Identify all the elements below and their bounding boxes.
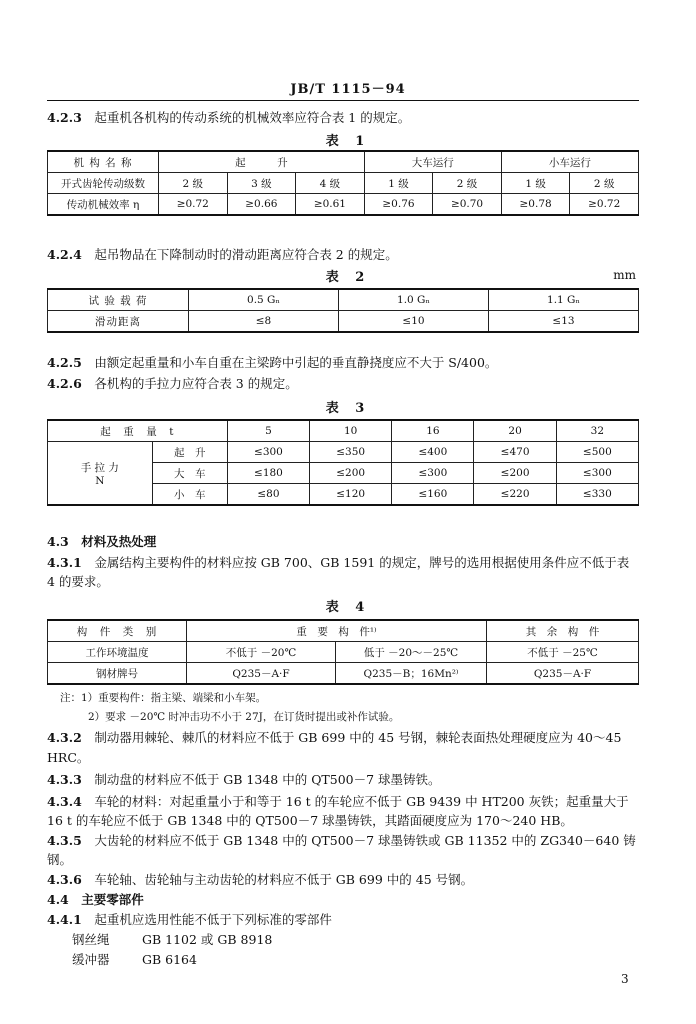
table2-row-label: 滑动距离	[48, 311, 189, 333]
section-title: 主要零部件	[81, 892, 144, 907]
table3-cell: ≤200	[310, 463, 392, 484]
table3-force-label-cell	[48, 442, 153, 506]
clause-4-2-4	[47, 247, 398, 263]
table3-cell: ≤350	[310, 442, 392, 463]
table2-cell: ≤10	[339, 311, 489, 333]
table1-header-trolley-travel: 小车运行	[501, 151, 638, 173]
clause-4-3-5	[47, 833, 636, 849]
section-4-3	[47, 534, 156, 550]
table3-cell: ≤330	[556, 484, 638, 506]
table3	[47, 419, 639, 506]
table2-caption: 表 2	[325, 270, 371, 285]
table1-header-mechanism: 机 构 名 称	[48, 151, 159, 173]
table4-caption: 表 4	[325, 600, 371, 615]
table4-row-label: 工作环境温度	[48, 642, 187, 663]
table3-header-weight: 起 重 量 t	[48, 420, 228, 442]
table2	[47, 288, 639, 333]
page-header: JB/T 1115－94	[290, 82, 406, 97]
clause-number: 4.3.2	[47, 730, 82, 745]
clause-number: 4.2.5	[47, 355, 82, 370]
notes-label: 注：	[60, 692, 81, 704]
table3-header-value: 16	[392, 420, 474, 442]
clause-4-2-3	[47, 110, 410, 126]
clause-text: 起吊物品在下降制动时的滑动距离应符合表 2 的规定。	[94, 247, 398, 262]
table1-cell: 1 级	[364, 173, 433, 194]
table1-cell: ≥0.70	[433, 194, 502, 216]
part-standard: GB 1102 或 GB 8918	[142, 932, 273, 947]
table3-cell: ≤300	[392, 463, 474, 484]
clause-number: 4.3.5	[47, 833, 82, 848]
section-number: 4.3	[47, 534, 69, 549]
table4-notes	[60, 690, 266, 705]
table3-cell: ≤160	[392, 484, 474, 506]
table3-cell: ≤180	[227, 463, 309, 484]
clause-4-3-3	[47, 772, 441, 788]
clause-text: 各机构的手拉力应符合表 3 的规定。	[94, 376, 298, 391]
table4-cell: Q235－B；16Mn²⁾	[336, 663, 487, 685]
table1-row-label: 开式齿轮传动级数	[48, 173, 159, 194]
clause-4-3-1	[47, 555, 629, 571]
clause-4-3-4-cont: 16 t 的车轮应不低于 GB 1348 中的 QT500－7 球墨铸铁，其踏面硬度应为 170～240 HB。	[47, 813, 573, 828]
clause-text: 起重机各机构的传动系统的机械效率应符合表 1 的规定。	[94, 110, 411, 125]
table3-header-value: 10	[310, 420, 392, 442]
clause-4-4-1	[47, 912, 332, 928]
clause-4-3-6	[47, 872, 473, 888]
table1-cell: 1 级	[501, 173, 570, 194]
table4-cell: Q235－A·F	[487, 663, 639, 685]
table1-cell: 4 级	[296, 173, 365, 194]
table3-row-label: 起 升	[152, 442, 227, 463]
table4-cell: 不低于 －20℃	[187, 642, 336, 663]
clause-number: 4.2.4	[47, 247, 82, 262]
clause-4-3-2	[47, 730, 621, 746]
table2-cell: 1.0 Gₙ	[339, 289, 489, 311]
table3-header-value: 20	[474, 420, 556, 442]
table1-cell: ≥0.76	[364, 194, 433, 216]
table1-cell: 2 级	[159, 173, 228, 194]
table3-row-label: 大 车	[152, 463, 227, 484]
clause-text: 金属结构主要构件的材料应按 GB 700、GB 1591 的规定，牌号的选用根据使用条件应不低于表	[94, 555, 630, 570]
table1-header-lift: 起 升	[159, 151, 365, 173]
table1-cell: ≥0.61	[296, 194, 365, 216]
table3-header-value: 5	[227, 420, 309, 442]
section-4-4	[47, 892, 144, 908]
section-title: 材料及热处理	[81, 534, 157, 549]
header-rule	[47, 100, 639, 101]
clause-4-3-1-cont: 4 的要求。	[47, 574, 109, 589]
clause-number: 4.3.6	[47, 872, 82, 887]
table3-cell: ≤220	[474, 484, 556, 506]
table3-cell: ≤300	[227, 442, 309, 463]
note-1: 1）重要构件：指主梁、端梁和小车架。	[81, 692, 267, 704]
table4-header-other: 其 余 构 件	[487, 620, 639, 642]
clause-number: 4.2.6	[47, 376, 82, 391]
table4	[47, 619, 639, 685]
clause-number: 4.3.3	[47, 772, 82, 787]
part-item	[72, 932, 272, 948]
table1-cell: ≥0.72	[159, 194, 228, 216]
table3-cell: ≤200	[474, 463, 556, 484]
table4-cell: 不低于 －25℃	[487, 642, 639, 663]
table1-cell: ≥0.78	[501, 194, 570, 216]
clause-text: 制动器用棘轮、棘爪的材料应不低于 GB 699 中的 45 号钢，棘轮表面热处理硬度应为 40～45	[94, 730, 622, 745]
table1-header-crane-travel: 大车运行	[364, 151, 501, 173]
section-number: 4.4	[47, 892, 69, 907]
clause-text: 车轮的材料：对起重量小于和等于 16 t 的车轮应不低于 GB 9439 中 HT200 灰铁；起重量大于	[94, 794, 629, 809]
table1	[47, 150, 639, 216]
table2-cell: 0.5 Gₙ	[189, 289, 339, 311]
note-2: 2）要求 －20℃ 时冲击功不小于 27J，在订货时提出或补作试验。	[88, 711, 400, 723]
table3-cell: ≤300	[556, 463, 638, 484]
table4-header-important: 重 要 构 件¹⁾	[187, 620, 487, 642]
table1-cell: 3 级	[227, 173, 296, 194]
table1-caption: 表 1	[325, 134, 371, 149]
table1-cell: 2 级	[570, 173, 639, 194]
table1-cell: 2 级	[433, 173, 502, 194]
clause-number: 4.3.4	[47, 794, 82, 809]
clause-number: 4.4.1	[47, 912, 82, 927]
table2-cell: ≤8	[189, 311, 339, 333]
table4-row-label: 钢材牌号	[48, 663, 187, 685]
clause-number: 4.3.1	[47, 555, 82, 570]
table2-unit: mm	[613, 268, 636, 282]
part-name: 缓冲器	[72, 952, 110, 967]
part-standard: GB 6164	[142, 952, 197, 967]
table2-cell: ≤13	[489, 311, 639, 333]
part-name: 钢丝绳	[72, 932, 110, 947]
clause-number: 4.2.3	[47, 110, 82, 125]
table3-cell: ≤470	[474, 442, 556, 463]
table2-row-label: 试 验 载 荷	[48, 289, 189, 311]
table3-force-unit: N	[95, 474, 105, 487]
table3-cell: ≤500	[556, 442, 638, 463]
clause-text: 起重机应选用性能不低于下列标准的零部件	[94, 912, 332, 927]
clause-text: 大齿轮的材料应不低于 GB 1348 中的 QT500－7 球墨铸铁或 GB 11352 中的 ZG340－640 铸	[94, 833, 636, 848]
table3-cell: ≤80	[227, 484, 309, 506]
table2-cell: 1.1 Gₙ	[489, 289, 639, 311]
clause-4-2-6	[47, 376, 298, 392]
clause-4-3-2-cont: HRC。	[47, 750, 90, 765]
table3-force-label: 手 拉 力	[80, 461, 119, 474]
table3-header-value: 32	[556, 420, 638, 442]
table4-header-category: 构 件 类 别	[48, 620, 187, 642]
clause-4-2-5	[47, 355, 497, 371]
table3-cell: ≤400	[392, 442, 474, 463]
table1-cell: ≥0.66	[227, 194, 296, 216]
clause-4-3-5-cont: 钢。	[47, 852, 73, 867]
table4-cell: Q235－A·F	[187, 663, 336, 685]
part-item	[72, 952, 197, 968]
clause-text: 车轮轴、齿轮轴与主动齿轮的材料应不低于 GB 699 中的 45 号钢。	[94, 872, 474, 887]
clause-4-3-4	[47, 794, 629, 810]
table3-caption: 表 3	[325, 401, 371, 416]
table1-row-label: 传动机械效率 η	[48, 194, 159, 216]
clause-text: 由额定起重量和小车自重在主梁跨中引起的垂直静挠度应不大于 S/400。	[94, 355, 498, 370]
table3-cell: ≤120	[310, 484, 392, 506]
clause-text: 制动盘的材料应不低于 GB 1348 中的 QT500－7 球墨铸铁。	[94, 772, 441, 787]
table3-row-label: 小 车	[152, 484, 227, 506]
table1-cell: ≥0.72	[570, 194, 639, 216]
table4-cell: 低于 －20～－25℃	[336, 642, 487, 663]
page-number: 3	[621, 972, 629, 986]
